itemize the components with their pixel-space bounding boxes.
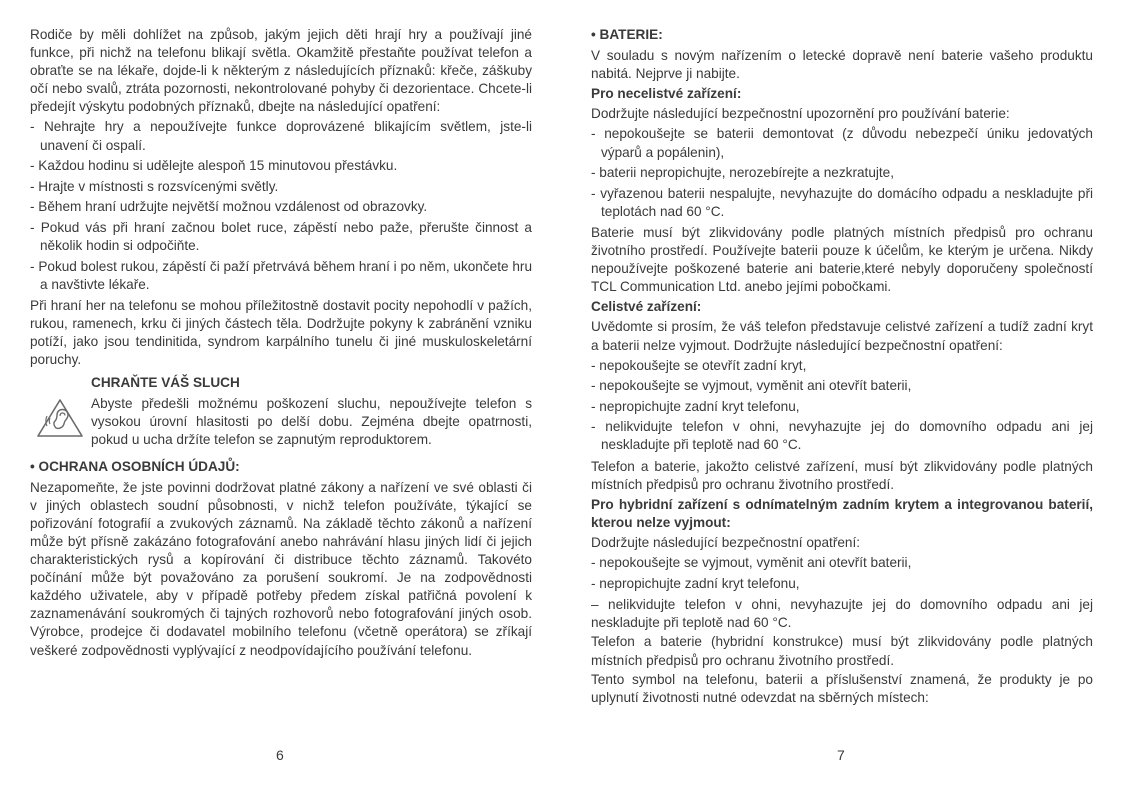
hybrid-heading: Pro hybridní zařízení s odnímatelným zadním krytem a integrovanou baterií, kterou nelze vyjmout: <box>591 496 1093 530</box>
list-item: - nepropichujte zadní kryt telefonu, <box>591 398 800 414</box>
list-item: - nelikvidujte telefon v ohni, nevyhazujte jej do domovního odpadu ani jej neskladujte při teplotě nad 60 °C. <box>591 419 1093 453</box>
privacy-heading: • OCHRANA OSOBNÍCH ÚDAJŮ: <box>30 458 240 474</box>
battery-heading: • BATERIE: <box>591 27 663 42</box>
non-integral-heading: Pro necelistvé zařízení: <box>591 86 742 102</box>
list-item: - Nehrajte hry a nepoužívejte funkce doprovázené blikajícím světlem, jste-li unavení či ospalí. <box>30 119 532 153</box>
list-item: - vyřazenou baterii nespalujte, nevyhazujte do domácího odpadu a neskladujte při teplotách nad 60 °C. <box>591 185 1093 219</box>
integral-heading: Celistvé zařízení: <box>591 299 702 315</box>
list-item: - nepokoušejte se otevřít zadní kryt, <box>591 357 807 373</box>
hearing-warning <box>30 374 532 449</box>
hybrid-fire: – nelikvidujte telefon v ohni, nevyhazujte jej do domovního odpadu ani jej neskladujte při teplotě nad 60 °C. <box>591 596 1093 630</box>
battery-intro: V souladu s novým nařízením o letecké dopravě není baterie vašeho produktu nabitá. Nejprve ji nabijte. <box>591 48 1093 82</box>
list-item: - Během hraní udržujte největší možnou vzdálenost od obrazovky. <box>30 199 428 215</box>
strain-paragraph: Při hraní her na telefonu se mohou příležitostně dostavit pocity nepohodlí v pažích, rukou, ramenech, krku či jiných částech těla. Dodržujte pokyny k zabránění vzniku potíží, jako jsou tendinitida, syndrom karpálního tunelu či jiné muskuloskeletární poruchy. <box>30 297 532 368</box>
hearing-title: CHRAŇTE VÁŠ SLUCH <box>91 375 240 391</box>
list-item: - Pokud vás při hraní začnou bolet ruce, zápěstí nebo paže, přerušte činnost a několik hodin si odpočiňte. <box>30 219 532 254</box>
disposal-paragraph: Baterie musí být zlikvidovány podle platných místních předpisů pro ochranu životního prostředí. Používejte baterii pouze k účelům, ke kterým je určena. Nikdy nepoužívejte poškozené baterie ani baterie,které nebyly doporučeny společností TCL Communication Ltd. anebo jejími pobočkami. <box>591 224 1093 295</box>
list-item: - nepropichujte zadní kryt telefonu, <box>591 575 800 591</box>
hybrid-list <box>591 554 1093 593</box>
list-item: - baterii nepropichujte, nerozebírejte a nezkratujte, <box>591 165 895 181</box>
list-item: - Pokud bolest rukou, zápěstí či paží přetrvává během hraní i po něm, ukončete hru a navštivte lékaře. <box>30 258 532 292</box>
gaming-precautions-list <box>30 118 532 293</box>
non-integral-list <box>591 125 1093 220</box>
page-number-right: 7 <box>837 747 845 763</box>
hearing-text: Abyste předešli možnému poškození sluchu, nepoužívejte telefon s vysokou úrovní hlasitosti po delší dobu. Zejména dbejte opatrnosti, pokud u ucha držíte telefon se zapnutým reproduktorem. <box>91 396 532 448</box>
integral-disposal: Telefon a baterie, jakožto celistvé zařízení, musí být zlikvidovány podle platných místních předpisů pro ochranu životního prostředí. <box>591 458 1093 492</box>
list-item: - Hrajte v místnosti s rozsvícenými světly. <box>30 178 279 194</box>
list-item: - nepokoušejte se vyjmout, vyměnit ani otevřít baterii, <box>591 378 912 394</box>
page-number-left: 6 <box>276 747 284 763</box>
non-integral-intro: Dodržujte následující bezpečnostní upozornění pro používání baterie: <box>591 106 1010 122</box>
left-page <box>30 26 532 661</box>
list-item: - nepokoušejte se vyjmout, vyměnit ani otevřít baterii, <box>591 555 912 571</box>
hybrid-disposal: Telefon a baterie (hybridní konstrukce) musí být zlikvidovány podle platných místních předpisů pro ochranu životního prostředí. <box>591 634 1093 668</box>
integral-intro: Uvědomte si prosím, že váš telefon představuje celistvé zařízení a tudíž zadní kryt a baterii nelze vyjmout. Dodržujte následující bezpečnostní opatření: <box>591 319 1093 353</box>
list-item: - Každou hodinu si udělejte alespoň 15 minutovou přestávku. <box>30 158 398 174</box>
hybrid-intro: Dodržujte následující bezpečnostní opatření: <box>591 534 861 550</box>
flashing-lights-intro: Rodiče by měli dohlížet na způsob, jakým jejich děti hrají hry a používají jiné funkce, při nichž na telefonu blikají světla. Okamžitě přestaňte používat telefon a obraťte se na lékaře, dojde-li k některým z následujících příznaků: křeče, záškuby očí nebo svalů, ztráta pozornosti, nekontrolované pohyby či dezorientace. Chcete-li předejít výskytu podobných příznaků, dbejte na následující opatření: <box>30 27 532 115</box>
list-item: - nepokoušejte se baterii demontovat (z důvodu nebezpečí úniku jedovatých výparů a popálenin), <box>591 126 1093 160</box>
privacy-text: Nezapomeňte, že jste povinni dodržovat platné zákony a nařízení ve své oblasti či v jiných oblastech soudní působnosti, v nichž telefon používáte, týkající se pořizování fotografií a zvukových záznamů. Na základě těchto zákonů a nařízení může být přísně zakázáno fotografování anebo nahrávání hlasu jiných lidí či jejich charakteristických rysů a kopírování či distribuce těchto záznamů. Takovéto počínání může být považováno za porušení soukromí. Je na zodpovědnosti každého uživatele, aby v případě potřeby předem získal patřičná povolení k zaznamenávání soukromých či tajných rozhovorů nebo fotografování jiných osob. Výrobce, prodejce či dodavatel mobilního telefonu (včetně operátora) se zříkají veškeré zodpovědnosti vyplývající z neodpovídajícího používání telefonu. <box>30 479 532 658</box>
hearing-protection-icon <box>36 398 84 438</box>
right-page <box>591 26 1093 709</box>
symbol-paragraph: Tento symbol na telefonu, baterii a příslušenství znamená, že produkty je po uplynutí životnosti nutné odevzdat na sběrných místech: <box>591 672 1093 706</box>
integral-list <box>591 357 1093 455</box>
